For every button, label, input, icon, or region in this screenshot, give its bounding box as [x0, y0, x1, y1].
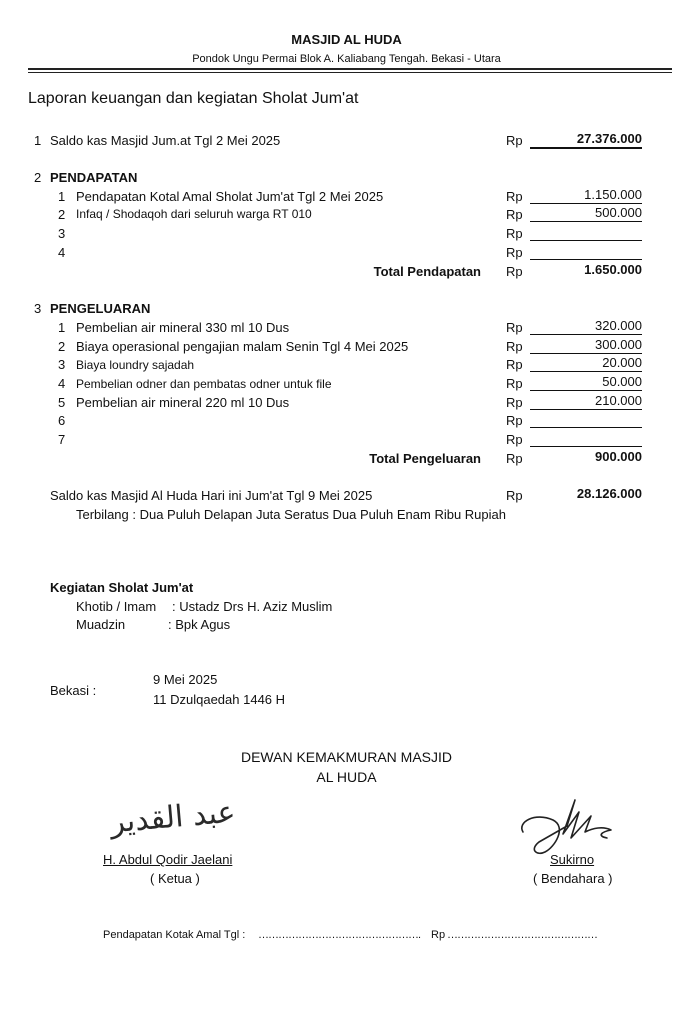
pendapatan-item-amount: 500.000: [530, 205, 642, 222]
footer-currency: Rp: [431, 929, 446, 941]
currency-label: Rp: [506, 488, 523, 503]
currency-label: Rp: [506, 320, 523, 335]
saldo-akhir-label: Saldo kas Masjid Al Huda Hari ini Jum'at Tgl 9 Mei 2025: [50, 488, 373, 503]
pendapatan-item-amount: [530, 243, 642, 260]
pengeluaran-item-label: Pembelian odner dan pembatas odner untuk file: [76, 377, 332, 391]
terbilang-text: Terbilang : Dua Puluh Delapan Juta Seratus Dua Puluh Enam Ribu Rupiah: [76, 507, 506, 522]
dkm-title-line1: DEWAN KEMAKMURAN MASJID: [240, 749, 453, 765]
currency-label: Rp: [506, 133, 523, 148]
row-number: 1: [58, 320, 66, 335]
pendapatan-item-label: Pendapatan Kotal Amal Sholat Jum'at Tgl 2 Mei 2025: [76, 189, 384, 204]
ketua-signature: عبد القدير: [108, 794, 237, 841]
footer-amount-blank: ………………………………………: [447, 929, 597, 941]
currency-label: Rp: [506, 189, 523, 204]
section-number: 1: [34, 133, 42, 148]
pengeluaran-item-amount: 320.000: [530, 318, 642, 335]
row-number: 6: [58, 413, 66, 428]
kegiatan-heading: Kegiatan Sholat Jum'at: [50, 580, 194, 595]
mosque-address: Pondok Ungu Permai Blok A. Kaliabang Tengah. Bekasi - Utara: [192, 53, 501, 65]
pengeluaran-item-label: Pembelian air mineral 330 ml 10 Dus: [76, 320, 290, 335]
saldo-akhir-amount: 28.126.000: [576, 486, 642, 501]
currency-label: Rp: [506, 432, 523, 447]
currency-label: Rp: [506, 226, 523, 241]
pengeluaran-item-amount: [530, 411, 642, 428]
currency-label: Rp: [506, 376, 523, 391]
saldo-awal-label: Saldo kas Masjid Jum.at Tgl 2 Mei 2025: [50, 133, 281, 148]
mosque-title: MASJID AL HUDA: [291, 32, 402, 47]
currency-label: Rp: [506, 451, 523, 466]
dkm-title-line2: AL HUDA: [316, 769, 377, 785]
footer-label: Pendapatan Kotak Amal Tgl :: [103, 929, 246, 941]
section-number: 2: [34, 170, 42, 185]
pendapatan-item-label: Infaq / Shodaqoh dari seluruh warga RT 010: [76, 207, 312, 221]
total-pengeluaran-label: Total Pengeluaran: [369, 451, 481, 466]
row-number: 3: [58, 226, 66, 241]
date-hijri: 11 Dzulqaedah 1446 H: [153, 692, 286, 707]
khotib-label: Khotib / Imam: [76, 599, 157, 614]
pengeluaran-item-label: Pembelian air mineral 220 ml 10 Dus: [76, 395, 290, 410]
pengeluaran-heading: PENGELUARAN: [50, 301, 151, 316]
pendapatan-item-amount: 1.150.000: [530, 187, 642, 204]
muadzin-label: Muadzin: [76, 617, 126, 632]
row-number: 5: [58, 395, 66, 410]
muadzin-value: : Bpk Agus: [168, 617, 231, 632]
bendahara-name: Sukirno: [550, 852, 595, 867]
total-pengeluaran-amount: 900.000: [595, 449, 642, 464]
pengeluaran-item-amount: 210.000: [530, 393, 642, 410]
total-pendapatan-label: Total Pendapatan: [373, 264, 481, 279]
ketua-name: H. Abdul Qodir Jaelani: [103, 852, 233, 867]
row-number: 7: [58, 432, 66, 447]
pendapatan-heading: PENDAPATAN: [50, 170, 138, 185]
pengeluaran-item-amount: [530, 430, 642, 447]
row-number: 4: [58, 376, 66, 391]
pendapatan-item-amount: [530, 224, 642, 241]
currency-label: Rp: [506, 395, 523, 410]
row-number: 3: [58, 357, 66, 372]
row-number: 1: [58, 189, 66, 204]
ketua-role: ( Ketua ): [150, 871, 200, 886]
place-label: Bekasi :: [50, 683, 97, 698]
pengeluaran-item-amount: 300.000: [530, 337, 642, 354]
footer-date-blank: ………………………………………….: [258, 929, 421, 941]
report-title: Laporan keuangan dan kegiatan Sholat Jum'at: [28, 90, 359, 107]
header-divider-thin: [28, 72, 672, 73]
saldo-awal-amount: 27.376.000: [530, 131, 642, 149]
pengeluaran-item-amount: 20.000: [530, 355, 642, 372]
pengeluaran-item-label: Biaya operasional pengajian malam Senin Tgl 4 Mei 2025: [76, 339, 409, 354]
currency-label: Rp: [506, 207, 523, 222]
currency-label: Rp: [506, 357, 523, 372]
row-number: 2: [58, 207, 66, 222]
date-masehi: 9 Mei 2025: [153, 672, 218, 687]
section-number: 3: [34, 301, 42, 316]
bendahara-role: ( Bendahara ): [533, 871, 613, 886]
total-pendapatan-amount: 1.650.000: [584, 262, 642, 277]
row-number: 4: [58, 245, 66, 260]
currency-label: Rp: [506, 339, 523, 354]
pengeluaran-item-label: Biaya loundry sajadah: [76, 358, 195, 372]
khotib-value: : Ustadz Drs H. Aziz Muslim: [172, 599, 333, 614]
row-number: 2: [58, 339, 66, 354]
currency-label: Rp: [506, 245, 523, 260]
pengeluaran-item-amount: 50.000: [530, 374, 642, 391]
header-divider: [28, 68, 672, 70]
currency-label: Rp: [506, 413, 523, 428]
currency-label: Rp: [506, 264, 523, 279]
